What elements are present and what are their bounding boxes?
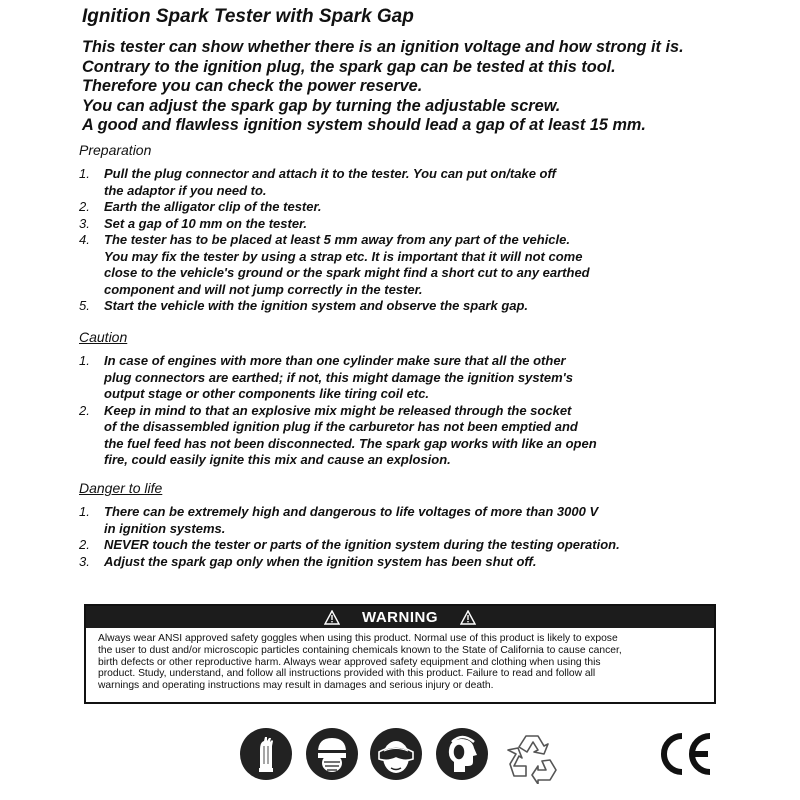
list-item <box>79 298 590 315</box>
item-line: NEVER touch the tester or parts of the ignition system during the testing operation. <box>104 537 620 552</box>
preparation-heading: Preparation <box>79 142 152 158</box>
intro-paragraph <box>82 38 684 136</box>
preparation-section <box>79 142 590 315</box>
warning-line: warnings and operating instructions may result in damages and serious injury or death. <box>98 680 494 692</box>
item-number: 5. <box>79 298 90 313</box>
warning-triangle-icon <box>460 610 476 625</box>
item-line: Earth the alligator clip of the tester. <box>104 199 322 214</box>
list-item <box>79 166 590 199</box>
item-number: 2. <box>79 402 90 418</box>
face-mask-icon <box>306 728 358 780</box>
intro-line: This tester can show whether there is an ignition voltage and how strong it is. <box>82 38 684 56</box>
item-number: 1. <box>79 166 90 181</box>
item-number: 2. <box>79 199 90 214</box>
intro-line: A good and flawless ignition system should lead a gap of at least 15 mm. <box>82 116 646 134</box>
preparation-list <box>79 166 590 315</box>
item-line: Adjust the spark gap only when the ignition system has been shut off. <box>104 553 537 569</box>
item-line: of the disassembled ignition plug if the carburetor has not been emptied and <box>104 419 578 434</box>
item-line: You may fix the tester by using a strap etc. It is important that it will not come <box>104 248 583 264</box>
warning-text <box>86 628 714 692</box>
danger-list <box>79 504 620 570</box>
item-line: component and will not jump correctly in the tester. <box>104 281 423 297</box>
intro-line: Therefore you can check the power reserve. <box>82 77 423 95</box>
gloves-icon <box>240 728 292 780</box>
list-item <box>79 554 620 571</box>
item-number: 3. <box>79 215 90 231</box>
warning-header <box>86 606 714 628</box>
item-line: plug connectors are earthed; if not, this might damage the ignition system's <box>104 369 573 385</box>
list-item <box>79 403 597 469</box>
item-number: 1. <box>79 504 90 519</box>
warning-triangle-icon <box>324 610 340 625</box>
warning-line: the user to dust and/or microscopic particles containing chemicals known to the State of California to cause cancer, <box>98 644 622 656</box>
item-number: 2. <box>79 537 90 552</box>
warning-box <box>84 604 716 704</box>
item-line: Start the vehicle with the ignition system and observe the spark gap. <box>104 298 529 313</box>
list-item <box>79 199 590 216</box>
item-line: close to the vehicle's ground or the spark might find a short cut to any earthed <box>104 265 590 280</box>
item-line: output stage or other components like tiring coil etc. <box>104 386 430 401</box>
caution-section <box>79 329 597 469</box>
ce-mark-icon <box>658 730 716 778</box>
list-item <box>79 537 620 554</box>
safety-goggles-icon <box>370 728 422 780</box>
list-item <box>79 504 620 537</box>
item-line: Keep in mind to that an explosive mix might be released through the socket <box>104 402 572 418</box>
item-line: the fuel feed has not been disconnected. The spark gap works with like an open <box>104 435 597 451</box>
intro-line: Contrary to the ignition plug, the spark gap can be tested at this tool. <box>82 57 616 76</box>
caution-list <box>79 353 597 469</box>
list-item <box>79 353 597 403</box>
item-line: fire, could easily ignite this mix and cause an explosion. <box>104 452 451 467</box>
item-number: 1. <box>79 353 90 368</box>
item-line: In case of engines with more than one cylinder make sure that all the other <box>104 353 566 368</box>
item-line: There can be extremely high and dangerous to life voltages of more than 3000 V <box>104 504 599 519</box>
recycle-icon <box>504 728 560 784</box>
warning-line: product. Study, understand, and follow all instructions provided with this product. Failure to read and follow all <box>98 668 596 680</box>
item-line: The tester has to be placed at least 5 mm away from any part of the vehicle. <box>104 232 570 247</box>
item-line: Pull the plug connector and attach it to the tester. You can put on/take off <box>104 166 556 181</box>
warning-line: birth defects or other reproductive harm. Always wear approved safety equipment and clothing when using this <box>98 656 601 668</box>
item-number: 4. <box>79 232 90 247</box>
danger-section <box>79 480 620 570</box>
warning-title: WARNING <box>362 608 438 626</box>
list-item <box>79 216 590 233</box>
warning-line: Always wear ANSI approved safety goggles when using this product. Normal use of this product is likely to expose <box>98 633 618 644</box>
item-line: in ignition systems. <box>104 520 226 536</box>
item-line: Set a gap of 10 mm on the tester. <box>104 215 307 231</box>
safety-icons-row <box>0 724 800 794</box>
caution-heading: Caution <box>79 329 128 345</box>
ear-protection-icon <box>436 728 488 780</box>
item-line: the adaptor if you need to. <box>104 182 267 198</box>
item-number: 3. <box>79 553 90 569</box>
list-item <box>79 232 590 298</box>
intro-line: You can adjust the spark gap by turning the adjustable screw. <box>82 96 561 115</box>
danger-heading: Danger to life <box>79 480 163 496</box>
document-title: Ignition Spark Tester with Spark Gap <box>82 6 414 27</box>
